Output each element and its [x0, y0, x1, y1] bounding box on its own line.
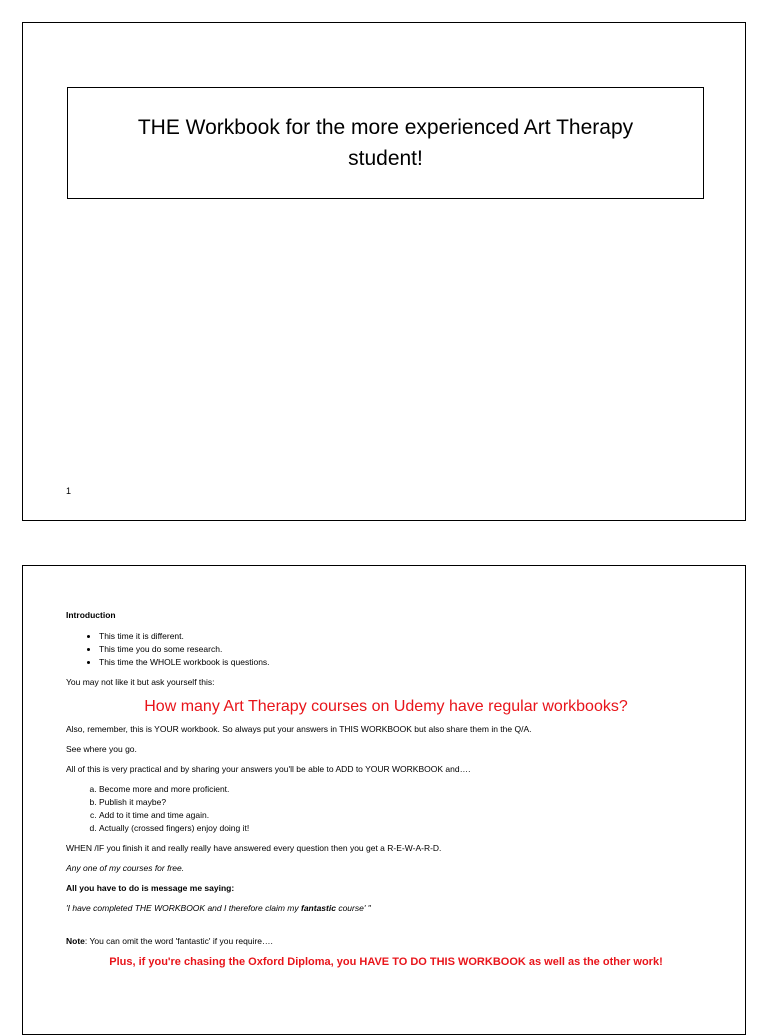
- bullet-item: • This time it is different.: [99, 630, 706, 643]
- free-course-paragraph: Any one of my courses for free.: [66, 863, 185, 873]
- page-number: 1: [66, 486, 72, 496]
- quote-bold-word: fantastic: [300, 903, 336, 913]
- note-label: Note: [66, 936, 85, 946]
- page-content: [66, 609, 706, 970]
- list-item: a. Become more and more proficient.: [99, 783, 706, 796]
- spacer: [66, 922, 706, 935]
- see-paragraph: See where you go.: [66, 744, 137, 754]
- remember-paragraph: Also, remember, this is YOUR workbook. So always put your answers in THIS WORKBOOK but also share them in the Q/A.: [66, 724, 532, 734]
- list-item: c. Add to it time and time again.: [99, 809, 706, 822]
- list-item: b. Publish it maybe?: [99, 796, 706, 809]
- document-page-1: [22, 22, 746, 521]
- note-paragraph: [66, 935, 706, 948]
- practical-paragraph: All of this is very practical and by sharing your answers you'll be able to ADD to YOUR WORKBOOK and….: [66, 764, 471, 774]
- list-item: d. Actually (crossed fingers) enjoy doing it!: [99, 822, 706, 835]
- oxford-diploma-notice: Plus, if you're chasing the Oxford Diploma, you HAVE TO DO THIS WORKBOOK as well as the other work!: [109, 956, 663, 968]
- quote-text-start: 'I have completed THE WORKBOOK and I therefore claim my: [66, 903, 301, 913]
- bullet-item: • This time you do some research.: [99, 643, 706, 656]
- ask-paragraph: You may not like it but ask yourself this:: [66, 677, 215, 687]
- title-box: [67, 87, 704, 199]
- note-text: : You can omit the word 'fantastic' if you require….: [84, 936, 273, 946]
- quote-text-end: course' ": [335, 903, 371, 913]
- intro-bullet-list: [66, 630, 706, 669]
- message-paragraph: All you have to do is message me saying:: [66, 883, 235, 893]
- bullet-item: • This time the WHOLE workbook is questions.: [99, 656, 706, 669]
- reward-paragraph: WHEN /IF you finish it and really really have answered every question then you get a R-E-W-A-R-D.: [66, 843, 442, 853]
- introduction-heading: Introduction: [66, 610, 116, 620]
- highlight-question: How many Art Therapy courses on Udemy have regular workbooks?: [144, 698, 628, 715]
- workbook-title: THE Workbook for the more experienced Art Therapy student!: [137, 116, 634, 170]
- claim-quote: [66, 902, 706, 915]
- benefits-list: [66, 783, 706, 835]
- document-page-2: [22, 565, 746, 1035]
